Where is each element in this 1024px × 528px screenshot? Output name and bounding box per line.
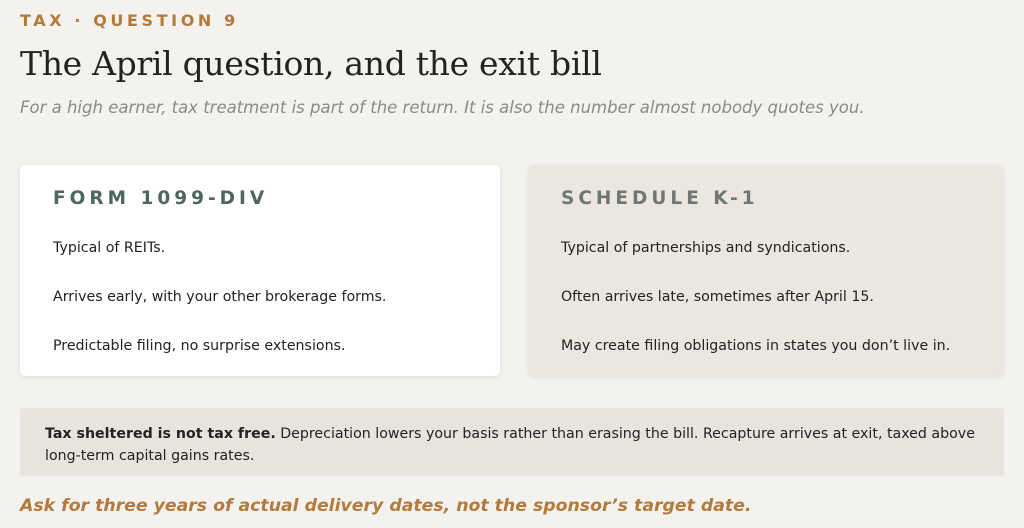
card-title: FORM 1099-DIV [53, 188, 269, 209]
card-line: Often arrives late, sometimes after April 15. [561, 289, 874, 305]
card-schedule-k1 [528, 165, 1004, 376]
card-line: Predictable filing, no surprise extensions. [53, 338, 346, 354]
card-form-1099-div [20, 165, 500, 376]
page-subtitle: For a high earner, tax treatment is part of the return. It is also the number almost nobody quotes you. [20, 98, 865, 117]
tax-note-callout [20, 408, 1004, 476]
card-line: Typical of REITs. [53, 240, 166, 256]
note-lead: Tax sheltered is not tax free. [45, 426, 276, 442]
closing-advice: Ask for three years of actual delivery dates, not the sponsor’s target date. [20, 496, 752, 516]
note-body: Depreciation lowers your basis rather than erasing the bill. Recapture arrives at exit, taxed above long-term capital gains rates. [45, 426, 975, 464]
card-line: May create filing obligations in states you don’t live in. [561, 338, 951, 354]
card-line: Typical of partnerships and syndications. [561, 240, 851, 256]
page-title: The April question, and the exit bill [20, 44, 602, 83]
section-eyebrow: TAX · QUESTION 9 [20, 11, 239, 30]
card-line: Arrives early, with your other brokerage forms. [53, 289, 387, 305]
card-title: SCHEDULE K-1 [561, 188, 759, 209]
